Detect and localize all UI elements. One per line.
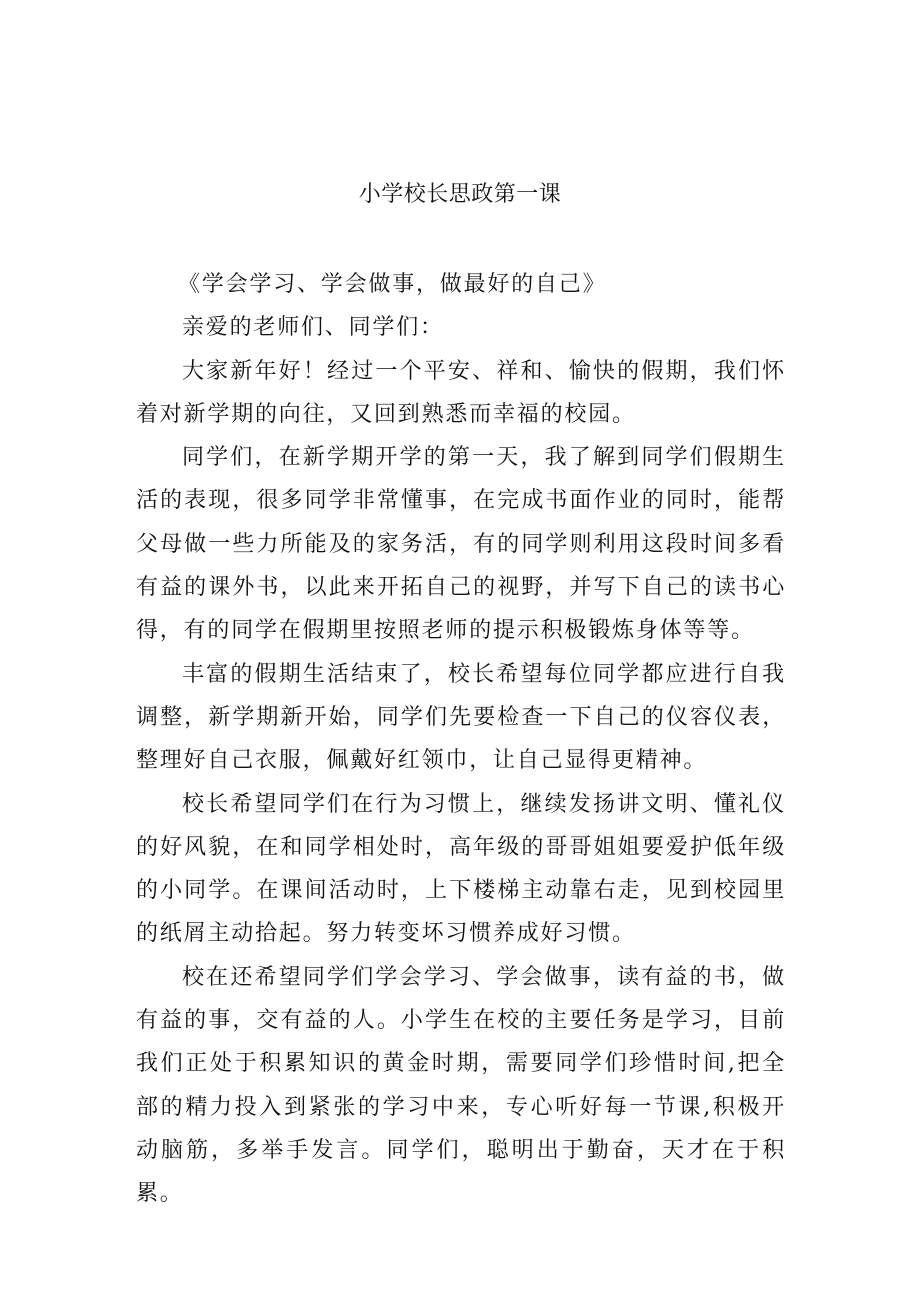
document-body xyxy=(136,263,786,1216)
paragraph-2: 同学们，在新学期开学的第一天，我了解到同学们假期生活的表现，很多同学非常懂事，在完成书面作业的同时，能帮父母做一些力所能及的家务活，有的同学则利用这段时间多看有益的课外书，以此来开拓自己的视野，并写下自己的读书心得，有的同学在假期里按照老师的提示积极锻炼身体等等。 xyxy=(136,445,786,644)
document-title: 小学校长思政第一课 xyxy=(358,182,562,207)
paragraph-1: 大家新年好！经过一个平安、祥和、愉快的假期，我们怀着对新学期的向往，又回到熟悉而幸福的校园。 xyxy=(136,358,786,427)
paragraph-4: 校长希望同学们在行为习惯上，继续发扬讲文明、懂礼仪的好风貌，在和同学相处时，高年级的哥哥姐姐要爱护低年级的小同学。在课间活动时，上下楼梯主动靠右走，见到校园里的纸屑主动拾起。努力转变坏习惯养成好习惯。 xyxy=(136,791,786,947)
speech-subtitle: 《学会学习、学会做事，做最好的自己》 xyxy=(178,272,607,297)
paragraph-3: 丰富的假期生活结束了，校长希望每位同学都应进行自我调整，新学期新开始，同学们先要检查一下自己的仪容仪表，整理好自己衣服，佩戴好红领巾，让自己显得更精神。 xyxy=(136,661,786,774)
salutation: 亲爱的老师们、同学们： xyxy=(182,315,444,341)
paragraph-5: 校在还希望同学们学会学习、学会做事，读有益的书，做有益的事，交有益的人。小学生在校的主要任务是学习，目前我们正处于积累知识的黄金时期，需要同学们珍惜时间,把全部的精力投入到紧张的学习中来，专心听好每一节课,积极开动脑筋，多举手发言。同学们，聪明出于勤奋，天才在于积累。 xyxy=(136,964,786,1207)
